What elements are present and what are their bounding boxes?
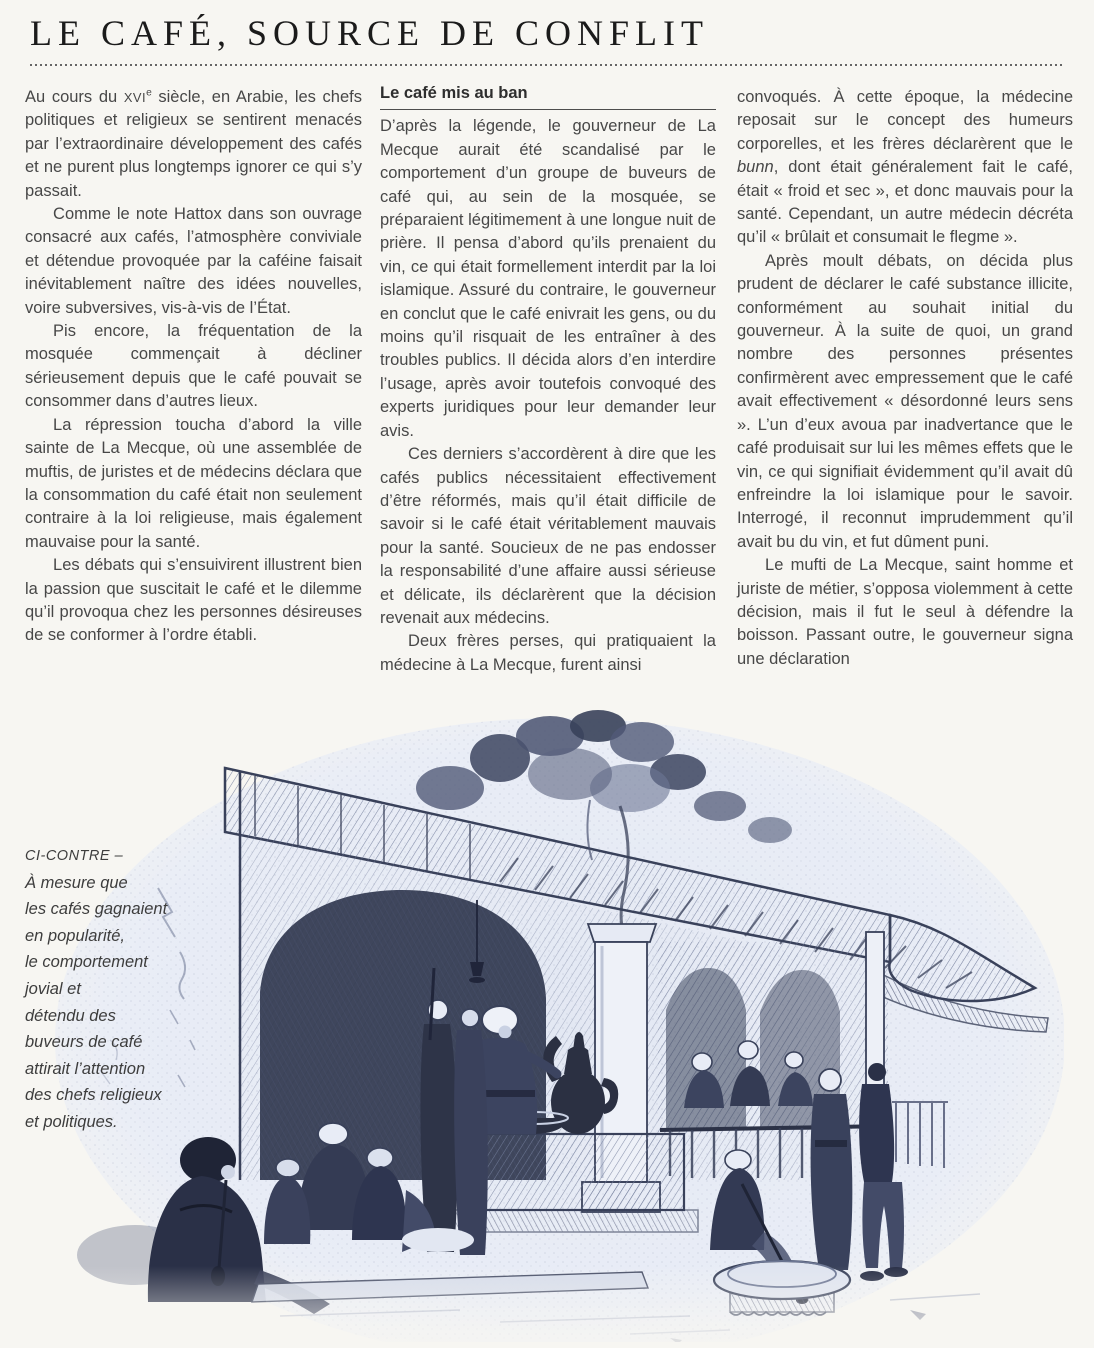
paragraph: Après moult débats, on décida plus prudent de déclarer le café substance illicite, conformément au souhait initial du gouverneur. À la suite de quoi, un grand nombre des personnes présentes confirmèrent avec empressement que le café avait effectivement « désordonné leurs sens ». L’un d’eux avoua par inadvertance que le café produisait sur lui les mêmes effets que le vin, ce qui signifiait évidemment qu’il avait dû enfreindre la loi islamique pour le savoir. Interrogé, il reconnut imprudemment qu’il avait bu du vin, et fut dûment puni.: [737, 251, 1073, 551]
paragraph: Les débats qui s’ensuivirent illustrent bien la passion que suscitait le café et le dilemme qu’il provoqua chez les personnes désireuses de se conformer à l’ordre établi.: [25, 556, 362, 645]
title-dotted-rule: [30, 64, 1064, 66]
paragraph: [737, 86, 1073, 250]
paragraph: Ces derniers s’accordèrent à dire que les cafés publics nécessitaient effectivement d’être réformés, mais qu’il était difficile de savoir si le café était véritablement mauvais pour la santé. Soucieux de ne pas endosser la responsabilité d’une affaire aussi sérieuse et délicate, ils déclarèrent que la décision revenait aux médecins.: [380, 445, 716, 627]
illustration-caption: [25, 843, 195, 1136]
paragraph-text: siècle, en Arabie, les chefs politiques et religieux se sentirent menacés par l’extraordinaire développement des cafés et ne purent plus longtemps ignorer ce qui s’y passait.: [25, 88, 362, 200]
paragraph: Le mufti de La Mecque, saint homme et juriste de métier, s’opposa violemment à cette décision, mais il fut le seul à défendre la boisson. Passant outre, le gouverneur signa une déclaration: [737, 556, 1073, 668]
paragraph: La répression toucha d’abord la ville sainte de La Mecque, où une assemblée de muftis, de juristes et de médecins déclara que la consommation du café était non seulement contraire à la loi religieuse, mais également mauvaise pour la santé.: [25, 415, 362, 551]
paragraph-text: convoqués. À cette époque, la médecine reposait sur le concept des humeurs corporelles, et les frères déclarèrent que le: [737, 88, 1073, 153]
smallcaps-century: XVI: [123, 90, 147, 105]
text-column-3: [737, 86, 1073, 671]
caption-line: les cafés gagnaient: [25, 900, 168, 919]
page-title: LE CAFÉ, SOURCE DE CONFLIT: [30, 13, 710, 53]
caption-line: des chefs religieux: [25, 1086, 162, 1105]
paragraph: Comme le note Hattox dans son ouvrage consacré aux cafés, l’atmosphère conviviale et détendue provoquée par la caféine faisait inévitablement naître des idées nouvelles, voire subversives, vis-à-vis de l’État.: [25, 205, 362, 317]
caption-line: jovial et: [25, 979, 81, 998]
paragraph: Pis encore, la fréquentation de la mosquée commençait à décliner sérieusement depuis que le café pouvait se consommer dans d’autres lieux.: [25, 322, 362, 411]
caption-line: détendu des: [25, 1006, 116, 1025]
fade-overlay: [30, 1266, 1064, 1342]
paragraph: [25, 86, 362, 203]
caption-line: le comportement: [25, 953, 148, 972]
caption-label: CI-CONTRE –: [25, 848, 124, 864]
caption-line: et politiques.: [25, 1112, 118, 1131]
paragraph: Deux frères perses, qui pratiquaient la médecine à La Mecque, furent ainsi: [380, 632, 716, 674]
caption-line: À mesure que: [25, 873, 128, 892]
paragraph-text: Au cours du: [25, 88, 124, 106]
caption-line: attirait l’attention: [25, 1059, 146, 1078]
text-column-1: [25, 86, 362, 648]
century-superscript: e: [146, 87, 152, 99]
paragraph: D’après la légende, le gouverneur de La Mecque aurait été scandalisé par le comportement d’un groupe de buveurs de café qui, au sein de la mosquée, se préparaient légitimement à une longue nuit de prière. Il pensa d’abord qu’ils prenaient du vin, ce qui était formellement interdit par la loi islamique. Assuré du contraire, le gouverneur en conclut que le café enivrait les gens, ou du moins qu’il risquait de les entraîner à des troubles publics. Il décida alors d’en interdire l’usage, après avoir toutefois convoqué des experts juridiques pour leur demander leur avis.: [380, 117, 716, 440]
caption-line: en popularité,: [25, 926, 125, 945]
italic-term-bunn: bunn: [737, 158, 774, 177]
text-column-2: [380, 82, 716, 677]
section-heading: Le café mis au ban: [380, 82, 716, 110]
caption-line: buveurs de café: [25, 1033, 143, 1052]
paragraph-text: , dont était généralement fait le café, était « froid et sec », et donc mauvais pour la santé. Cependant, un autre médecin décréta qu’il « brûlait et consumait le flegme ».: [737, 158, 1073, 247]
